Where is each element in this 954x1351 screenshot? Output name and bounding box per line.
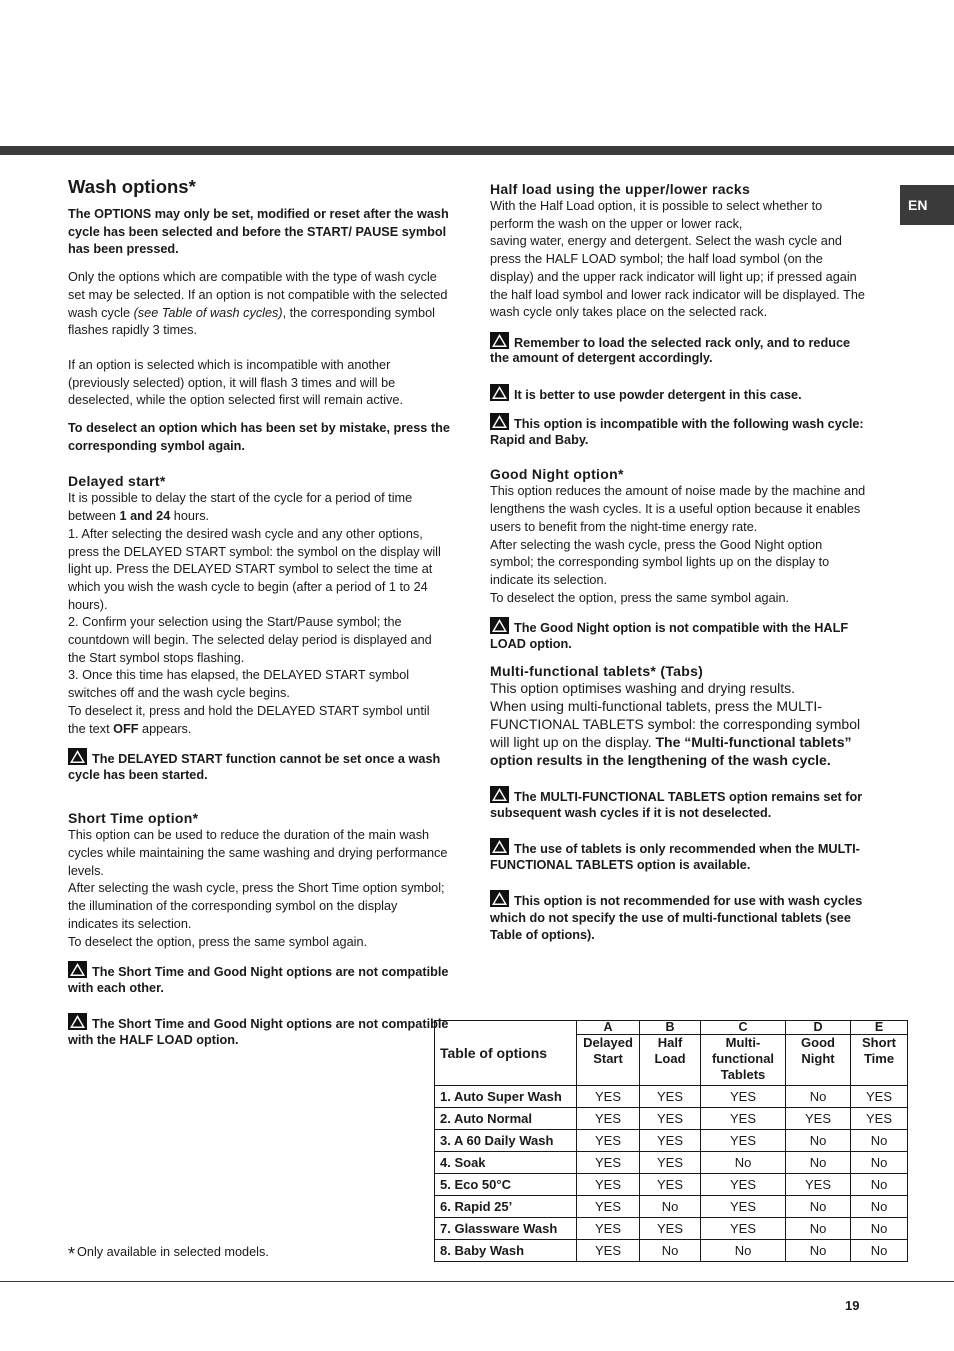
warning-icon bbox=[68, 748, 87, 765]
delayed-start-p3: 2. Confirm your selection using the Start/Pause symbol; the countdown will begin. The selected delay period is displayed and the Start symbol stops flashing. bbox=[68, 615, 432, 665]
row-label: 6. Rapid 25’ bbox=[435, 1196, 577, 1218]
right-column bbox=[490, 180, 868, 944]
half-load-heading: Half load using the upper/lower racks bbox=[490, 181, 751, 197]
short-time-p3: To deselect the option, press the same symbol again. bbox=[68, 934, 368, 949]
table-cell: No bbox=[851, 1240, 908, 1262]
table-cell: YES bbox=[577, 1086, 640, 1108]
good-night-heading: Good Night option* bbox=[490, 466, 624, 483]
table-cell: No bbox=[786, 1240, 851, 1262]
warning-icon bbox=[68, 961, 87, 978]
warning-note: It is better to use powder detergent in this case. bbox=[490, 384, 868, 404]
table-cell: No bbox=[851, 1130, 908, 1152]
short-time-p2: After selecting the wash cycle, press the Short Time option symbol; the illumination of the corresponding symbol on the display indicates its selection. bbox=[68, 881, 445, 931]
table-cell: No bbox=[786, 1218, 851, 1240]
table-row bbox=[435, 1152, 908, 1174]
left-column bbox=[68, 176, 450, 1048]
short-time-p1: This option can be used to reduce the duration of the main wash cycles while maintaining the same washing and drying performance levels. bbox=[68, 828, 448, 878]
column-letter: D bbox=[786, 1021, 851, 1035]
delayed-start-heading: Delayed start* bbox=[68, 473, 166, 490]
column-letter: C bbox=[701, 1021, 786, 1035]
row-label: 3. A 60 Daily Wash bbox=[435, 1130, 577, 1152]
table-row bbox=[435, 1174, 908, 1196]
column-header: Short Time bbox=[851, 1035, 908, 1086]
table-cell: YES bbox=[577, 1108, 640, 1130]
table-cell: YES bbox=[577, 1196, 640, 1218]
warning-note: The Short Time and Good Night options are not compatible with the HALF LOAD option. bbox=[68, 1013, 450, 1048]
table-cell: YES bbox=[851, 1086, 908, 1108]
delayed-start-p2: 1. After selecting the desired wash cycle and any other options, press the DELAYED START symbol: the symbol on the display will light up. Press the DELAYED START symbol to select the time at which you wish the wash cycle to begin (after a period of 1 to 24 hours). bbox=[68, 526, 441, 612]
table-cell: No bbox=[851, 1152, 908, 1174]
table-cell: YES bbox=[640, 1130, 701, 1152]
table-cell: YES bbox=[786, 1108, 851, 1130]
table-header-letters bbox=[435, 1021, 908, 1035]
warning-note: This option is not recommended for use with wash cycles which do not specify the use of multi-functional tablets (see Table of options). bbox=[490, 890, 868, 944]
table-cell: YES bbox=[577, 1174, 640, 1196]
table-cell: No bbox=[786, 1086, 851, 1108]
warning-note: The DELAYED START function cannot be set once a wash cycle has been started. bbox=[68, 748, 450, 783]
table-cell: No bbox=[786, 1196, 851, 1218]
table-cell: YES bbox=[640, 1086, 701, 1108]
warning-note: The Short Time and Good Night options are not compatible with each other. bbox=[68, 961, 450, 996]
warning-note: The MULTI-FUNCTIONAL TABLETS option remains set for subsequent wash cycles if it is not deselected. bbox=[490, 786, 868, 821]
table-title: Table of options bbox=[435, 1021, 577, 1086]
table-cell: YES bbox=[640, 1108, 701, 1130]
table-cell: YES bbox=[701, 1218, 786, 1240]
table-cell: No bbox=[640, 1196, 701, 1218]
compat-paragraph: Only the options which are compatible with the type of wash cycle set may be selected. If an option is not compatible with the selected wash cycle (see Table of wash cycles), the corresponding symbol flashes rapidly 3 times. bbox=[68, 270, 448, 338]
row-label: 1. Auto Super Wash bbox=[435, 1086, 577, 1108]
column-letter: E bbox=[851, 1021, 908, 1035]
language-tab: EN bbox=[900, 185, 954, 225]
top-bar bbox=[0, 146, 954, 155]
table-cell: YES bbox=[577, 1152, 640, 1174]
column-letter: A bbox=[577, 1021, 640, 1035]
options-intro: The OPTIONS may only be set, modified or reset after the wash cycle has been selected and before the START/ PAUSE symbol has been pressed. bbox=[68, 207, 449, 257]
table-row bbox=[435, 1196, 908, 1218]
column-header: Half Load bbox=[640, 1035, 701, 1086]
warning-icon bbox=[490, 890, 509, 907]
table-cell: YES bbox=[640, 1218, 701, 1240]
table-cell: No bbox=[786, 1152, 851, 1174]
warning-icon bbox=[490, 617, 509, 634]
table-cell: No bbox=[786, 1130, 851, 1152]
tabs-p1: This option optimises washing and drying results. bbox=[490, 680, 796, 697]
table-row bbox=[435, 1086, 908, 1108]
table-cell: YES bbox=[640, 1174, 701, 1196]
table-cell: No bbox=[701, 1152, 786, 1174]
table-cell: No bbox=[701, 1240, 786, 1262]
warning-note: This option is incompatible with the following wash cycle: Rapid and Baby. bbox=[490, 413, 868, 448]
warning-icon bbox=[490, 838, 509, 855]
table-cell: YES bbox=[851, 1108, 908, 1130]
column-header: Good Night bbox=[786, 1035, 851, 1086]
delayed-start-p5: To deselect it, press and hold the DELAYED START symbol until the text OFF appears. bbox=[68, 703, 430, 736]
good-night-p3: To deselect the option, press the same symbol again. bbox=[490, 590, 790, 605]
warning-icon bbox=[490, 332, 509, 349]
delayed-start-p4: 3. Once this time has elapsed, the DELAYED START symbol switches off and the wash cycle begins. bbox=[68, 668, 410, 701]
column-header: Multi- functional Tablets bbox=[701, 1035, 786, 1086]
half-load-p2: saving water, energy and detergent. Select the wash cycle and press the HALF LOAD symbol; the half load symbol (on the display) and the upper rack indicator will light up; if pressed again the half load symbol and lower rack indicator will be displayed. The wash cycle only takes place on the selected rack. bbox=[490, 234, 865, 320]
table-cell: YES bbox=[701, 1196, 786, 1218]
incompat-paragraph: If an option is selected which is incompatible with another (previously selected) option, it will flash 3 times and will be deselected, while the option selected first will remain active. bbox=[68, 357, 403, 408]
row-label: 7. Glassware Wash bbox=[435, 1218, 577, 1240]
tabs-p2: When using multi-functional tablets, press the MULTI-FUNCTIONAL TABLETS symbol: the corresponding symbol will light up on the display. The “Multi-functional tablets” option results in the lengthening of the wash cycle. bbox=[490, 698, 861, 768]
tabs-heading: Multi-functional tablets* (Tabs) bbox=[490, 663, 704, 680]
table-cell: YES bbox=[577, 1240, 640, 1262]
table-cell: YES bbox=[640, 1152, 701, 1174]
warning-icon bbox=[68, 1013, 87, 1030]
deselect-note: To deselect an option which has been set by mistake, press the corresponding symbol again. bbox=[68, 421, 450, 453]
table-cell: No bbox=[851, 1218, 908, 1240]
delayed-start-p1: It is possible to delay the start of the cycle for a period of time between 1 and 24 hours. bbox=[68, 491, 413, 524]
row-label: 5. Eco 50°C bbox=[435, 1174, 577, 1196]
options-table bbox=[434, 1020, 908, 1262]
table-cell: YES bbox=[701, 1108, 786, 1130]
table-row bbox=[435, 1240, 908, 1262]
warning-icon bbox=[490, 384, 509, 401]
good-night-p2: After selecting the wash cycle, press the Good Night option symbol; the corresponding symbol lights up on the display to indicate its selection. bbox=[490, 537, 830, 587]
table-cell: No bbox=[640, 1240, 701, 1262]
row-label: 4. Soak bbox=[435, 1152, 577, 1174]
column-letter: B bbox=[640, 1021, 701, 1035]
table-cell: YES bbox=[701, 1130, 786, 1152]
footnote: * Only available in selected models. bbox=[68, 1244, 269, 1264]
row-label: 8. Baby Wash bbox=[435, 1240, 577, 1262]
half-load-p1: With the Half Load option, it is possible to select whether to perform the wash on the upper or lower rack, bbox=[490, 199, 823, 231]
column-header: Delayed Start bbox=[577, 1035, 640, 1086]
table-cell: YES bbox=[577, 1130, 640, 1152]
warning-note: The use of tablets is only recommended when the MULTI-FUNCTIONAL TABLETS option is available. bbox=[490, 838, 868, 873]
bottom-rule bbox=[0, 1281, 954, 1282]
table-cell: No bbox=[851, 1196, 908, 1218]
row-label: 2. Auto Normal bbox=[435, 1108, 577, 1130]
short-time-heading: Short Time option* bbox=[68, 810, 199, 827]
table-row bbox=[435, 1130, 908, 1152]
table-cell: No bbox=[851, 1174, 908, 1196]
table-cell: YES bbox=[701, 1086, 786, 1108]
warning-icon bbox=[490, 786, 509, 803]
warning-note: The Good Night option is not compatible with the HALF LOAD option. bbox=[490, 617, 868, 652]
table-row bbox=[435, 1218, 908, 1240]
warning-note: Remember to load the selected rack only, and to reduce the amount of detergent accordingly. bbox=[490, 332, 868, 367]
table-cell: YES bbox=[701, 1174, 786, 1196]
good-night-p1: This option reduces the amount of noise made by the machine and lengthens the wash cycles. It is a useful option because it enables users to benefit from the night-time energy rate. bbox=[490, 484, 866, 534]
table-cell: YES bbox=[786, 1174, 851, 1196]
page-number: 19 bbox=[845, 1298, 860, 1313]
table-cell: YES bbox=[577, 1218, 640, 1240]
warning-icon bbox=[490, 413, 509, 430]
table-row bbox=[435, 1108, 908, 1130]
page-title: Wash options* bbox=[68, 176, 196, 197]
